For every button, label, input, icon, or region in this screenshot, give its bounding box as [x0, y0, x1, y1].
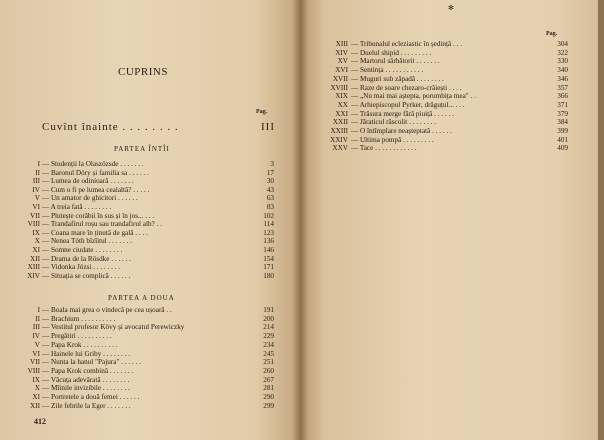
toc-entry-number: XII [30, 254, 40, 263]
toc-entry-page: 384 [557, 118, 568, 127]
toc-entry-page: 299 [263, 401, 274, 410]
toc-entry-number: XI [32, 246, 40, 254]
toc-entry-number: XXIV [330, 135, 348, 144]
toc-entry-page: 330 [557, 57, 568, 66]
toc-entry-page: 281 [263, 384, 274, 393]
toc-entry-number: I [37, 306, 40, 314]
toc-entry-page: 229 [263, 332, 274, 341]
toc-entry-title: — Vestitul profesor Kövy și avocatul Perewiczky [42, 323, 185, 332]
toc-entry-title: — Tribunalul ecleziastic în ședință . . . [351, 40, 462, 48]
toc-entry-page: 290 [263, 393, 274, 401]
toc-entry-page: 180 [263, 271, 274, 280]
foreword-title: Cuvînt înainte . . . . . . . . [42, 121, 179, 133]
toc-entry-title: — Coana mare în ținută de gală . . . . [42, 228, 148, 237]
toc-entry-number: VII [30, 211, 40, 220]
toc-entry-title: — Studenții la Olaszözsde . . . . . . . [42, 160, 144, 168]
toc-entry-number: III [32, 177, 40, 186]
toc-entry-title: — Vidonka Józsi . . . . . . . . [42, 263, 121, 272]
pag-label: Pag. [256, 109, 268, 115]
toc-entry-number: I [37, 160, 40, 168]
toc-entry-page: 267 [263, 375, 274, 384]
toc-entry-title: — Jăraticul răscolit . . . . . . . . [351, 118, 437, 127]
toc-entry-page: 371 [557, 100, 568, 109]
toc-entry-page: 43 [266, 185, 274, 194]
left-page [0, 0, 300, 440]
toc-entry-title: — Martorul sărbătorit . . . . . . . [351, 57, 440, 66]
toc-entry-page: 260 [263, 366, 274, 375]
toc-entry-number: VIII [27, 366, 40, 375]
toc-entry-title: — Brachium . . . . . . . . . . [42, 314, 116, 323]
toc-entry-page: 251 [263, 358, 274, 367]
toc-entry-page: 214 [263, 323, 274, 332]
toc-entry-number: IV [32, 185, 40, 194]
toc-entry-title: — Zile febrile la Eger . . . . . . . [42, 401, 131, 410]
toc-entry-number: VIII [27, 220, 40, 229]
toc-entry-number: IX [32, 375, 40, 384]
toc-entry-page: 17 [266, 168, 274, 177]
toc-entry-number: IX [32, 228, 40, 237]
toc-entry-title: — Plutește corăbii în sus și în jos... . . . [42, 211, 155, 220]
toc-entry-title: — Lumea de odinioară . . . . . . . [42, 177, 134, 186]
toc-entry-title: — A treia fată . . . . . . . . [42, 203, 112, 211]
page-edge [598, 0, 604, 440]
toc-entry-title: — Trandafirul roșu sau trandafirul alb? . . [42, 220, 162, 229]
toc-entry-page: 357 [557, 83, 568, 92]
toc-entry-number: XXV [332, 144, 348, 153]
toc-entry-title: — Baronul Döry și familia sa . . . . . . [42, 168, 149, 177]
asterisk-mark: ✻ [448, 4, 454, 12]
toc-entry-number: XXI [335, 109, 348, 118]
toc-entry-page: 154 [263, 254, 274, 263]
toc-entry-title: — Un amator de ghicitori . . . . . . [42, 194, 138, 203]
toc-entry-page: 409 [557, 144, 568, 153]
toc-entry-title: — Cum o fi pe lumea cealaltă? . . . . . [42, 185, 150, 194]
toc-entry-number: XXII [332, 118, 348, 127]
toc-entry-number: XIII [27, 263, 40, 272]
toc-entry-title: — Mîinile invizibile . . . . . . . . [42, 384, 130, 393]
right-page [300, 0, 604, 440]
pag-label-right: Pag. [546, 31, 558, 37]
toc-entry-number: XIV [27, 271, 40, 280]
toc-entry-number: II [35, 168, 40, 177]
toc-entry-page: 346 [557, 74, 568, 83]
toc-entry-number: XVII [332, 74, 348, 83]
toc-entry-page: 234 [263, 340, 274, 349]
toc-entry-title: — Hainele lui Griby . . . . . . . . [42, 349, 131, 358]
toc-entry-number: XI [32, 393, 40, 401]
toc-entry-number: III [32, 323, 40, 332]
toc-entry-page: 379 [557, 109, 568, 118]
toc-entry-number: XIII [335, 40, 348, 48]
toc-entry-number: XIX [335, 92, 348, 101]
toc-entry-page: 63 [266, 194, 274, 203]
left-page-number: 412 [34, 417, 46, 426]
toc-entry-page: 322 [557, 48, 568, 57]
toc-entry-page: 340 [557, 66, 568, 75]
foreword-entry [42, 121, 282, 133]
toc-entry-title: — Somne ciudate . . . . . . . . [42, 246, 123, 254]
toc-entry-number: XX [337, 100, 348, 109]
toc-entry-number: XVI [335, 66, 348, 75]
toc-entry-title: — O întîmplare neașteptată . . . . . . [351, 127, 452, 135]
toc-entry-page: 245 [263, 349, 274, 358]
toc-entry-title: — Papa Krok . . . . . . . . . . [42, 340, 118, 349]
foreword-page: III [261, 121, 275, 133]
toc-entry-title: — Arhiepiscopul Pyrker, drăguțul... . . . [351, 100, 465, 109]
toc-entry-page: 366 [557, 92, 568, 101]
toc-entry-title: — Boala mai grea o vindecă pe cea ușoară . . [42, 306, 172, 314]
toc-entry-title: — Trăsura merge fără piuiță . . . . . . [351, 109, 454, 118]
toc-entry-page: 114 [263, 220, 274, 229]
toc-entry-number: XVIII [330, 83, 348, 92]
toc-entry-title: — Muguri sub zăpadă . . . . . . . . [351, 74, 444, 83]
toc-entry-title: — Papa Krok combină . . . . . . . [42, 366, 134, 375]
toc-entry-number: VII [30, 358, 40, 367]
toc-entry-number: VI [32, 203, 40, 211]
toc-entry-number: II [35, 314, 40, 323]
toc-entry-number: XV [337, 57, 348, 66]
toc-entry-number: XIV [335, 48, 348, 57]
part-one-heading: PARTEA ÎNTÎI [114, 145, 170, 153]
toc-entry-page: 304 [557, 40, 568, 48]
toc-entry-title: — Tace . . . . . . . . . . . . [351, 144, 417, 153]
toc-entry-number: IV [32, 332, 40, 341]
toc-entry-page: 191 [263, 306, 274, 314]
part-two-heading: PARTEA A DOUA [108, 294, 175, 302]
toc-entry-title: — Situația se complică . . . . . . [42, 271, 131, 280]
toc-entry-number: X [34, 237, 40, 246]
toc-entry-title: — Raze de soare chezaro-crăiești . . . . [351, 83, 462, 92]
book-gutter [292, 0, 308, 440]
toc-entry-title: — Ultima pompă . . . . . . . . . [351, 135, 434, 144]
toc-entry-page: 123 [263, 228, 274, 237]
toc-entry-number: XXIII [330, 127, 348, 135]
toc-entry-page: 30 [266, 177, 274, 186]
toc-entry-page: 102 [263, 211, 274, 220]
toc-entry-title: — Sentința . . . . . . . . . . . [351, 66, 424, 75]
toc-entry-title: — „Nu mai mai aștepta, porumbița mea" . . [351, 92, 476, 101]
toc-entry-number: V [34, 340, 40, 349]
toc-entry-title: — Văcuța adevărată . . . . . . . . [42, 375, 130, 384]
toc-entry-title: — Nunta la hanul "Pajura" . . . . . . [42, 358, 141, 367]
toc-entry-title: — Portretele a două femei . . . . . . [42, 393, 140, 401]
toc-entry-page: 3 [270, 160, 274, 168]
toc-entry-page: 401 [557, 135, 568, 144]
toc-entry-page: 136 [263, 237, 274, 246]
toc-entry-number: VI [32, 349, 40, 358]
toc-entry-number: V [34, 194, 40, 203]
toc-entry-page: 171 [263, 263, 274, 272]
toc-entry-title: — Duelul shipid . . . . . . . . . [351, 48, 432, 57]
toc-entry-page: 200 [263, 314, 274, 323]
toc-entry-page: 83 [266, 203, 274, 211]
toc-entry-title: — Pregătiri . . . . . . . . . . [42, 332, 112, 341]
toc-entry-number: XII [30, 401, 40, 410]
toc-entry-page: 399 [557, 127, 568, 135]
toc-entry-title: — Nenea Tóth bîzîitul . . . . . . . [42, 237, 132, 246]
toc-entry-title: — Drama de la Rösdke . . . . . . [42, 254, 132, 263]
toc-entry-number: X [34, 384, 40, 393]
toc-entry-page: 146 [263, 246, 274, 254]
page-title: CUPRINS [118, 66, 168, 78]
